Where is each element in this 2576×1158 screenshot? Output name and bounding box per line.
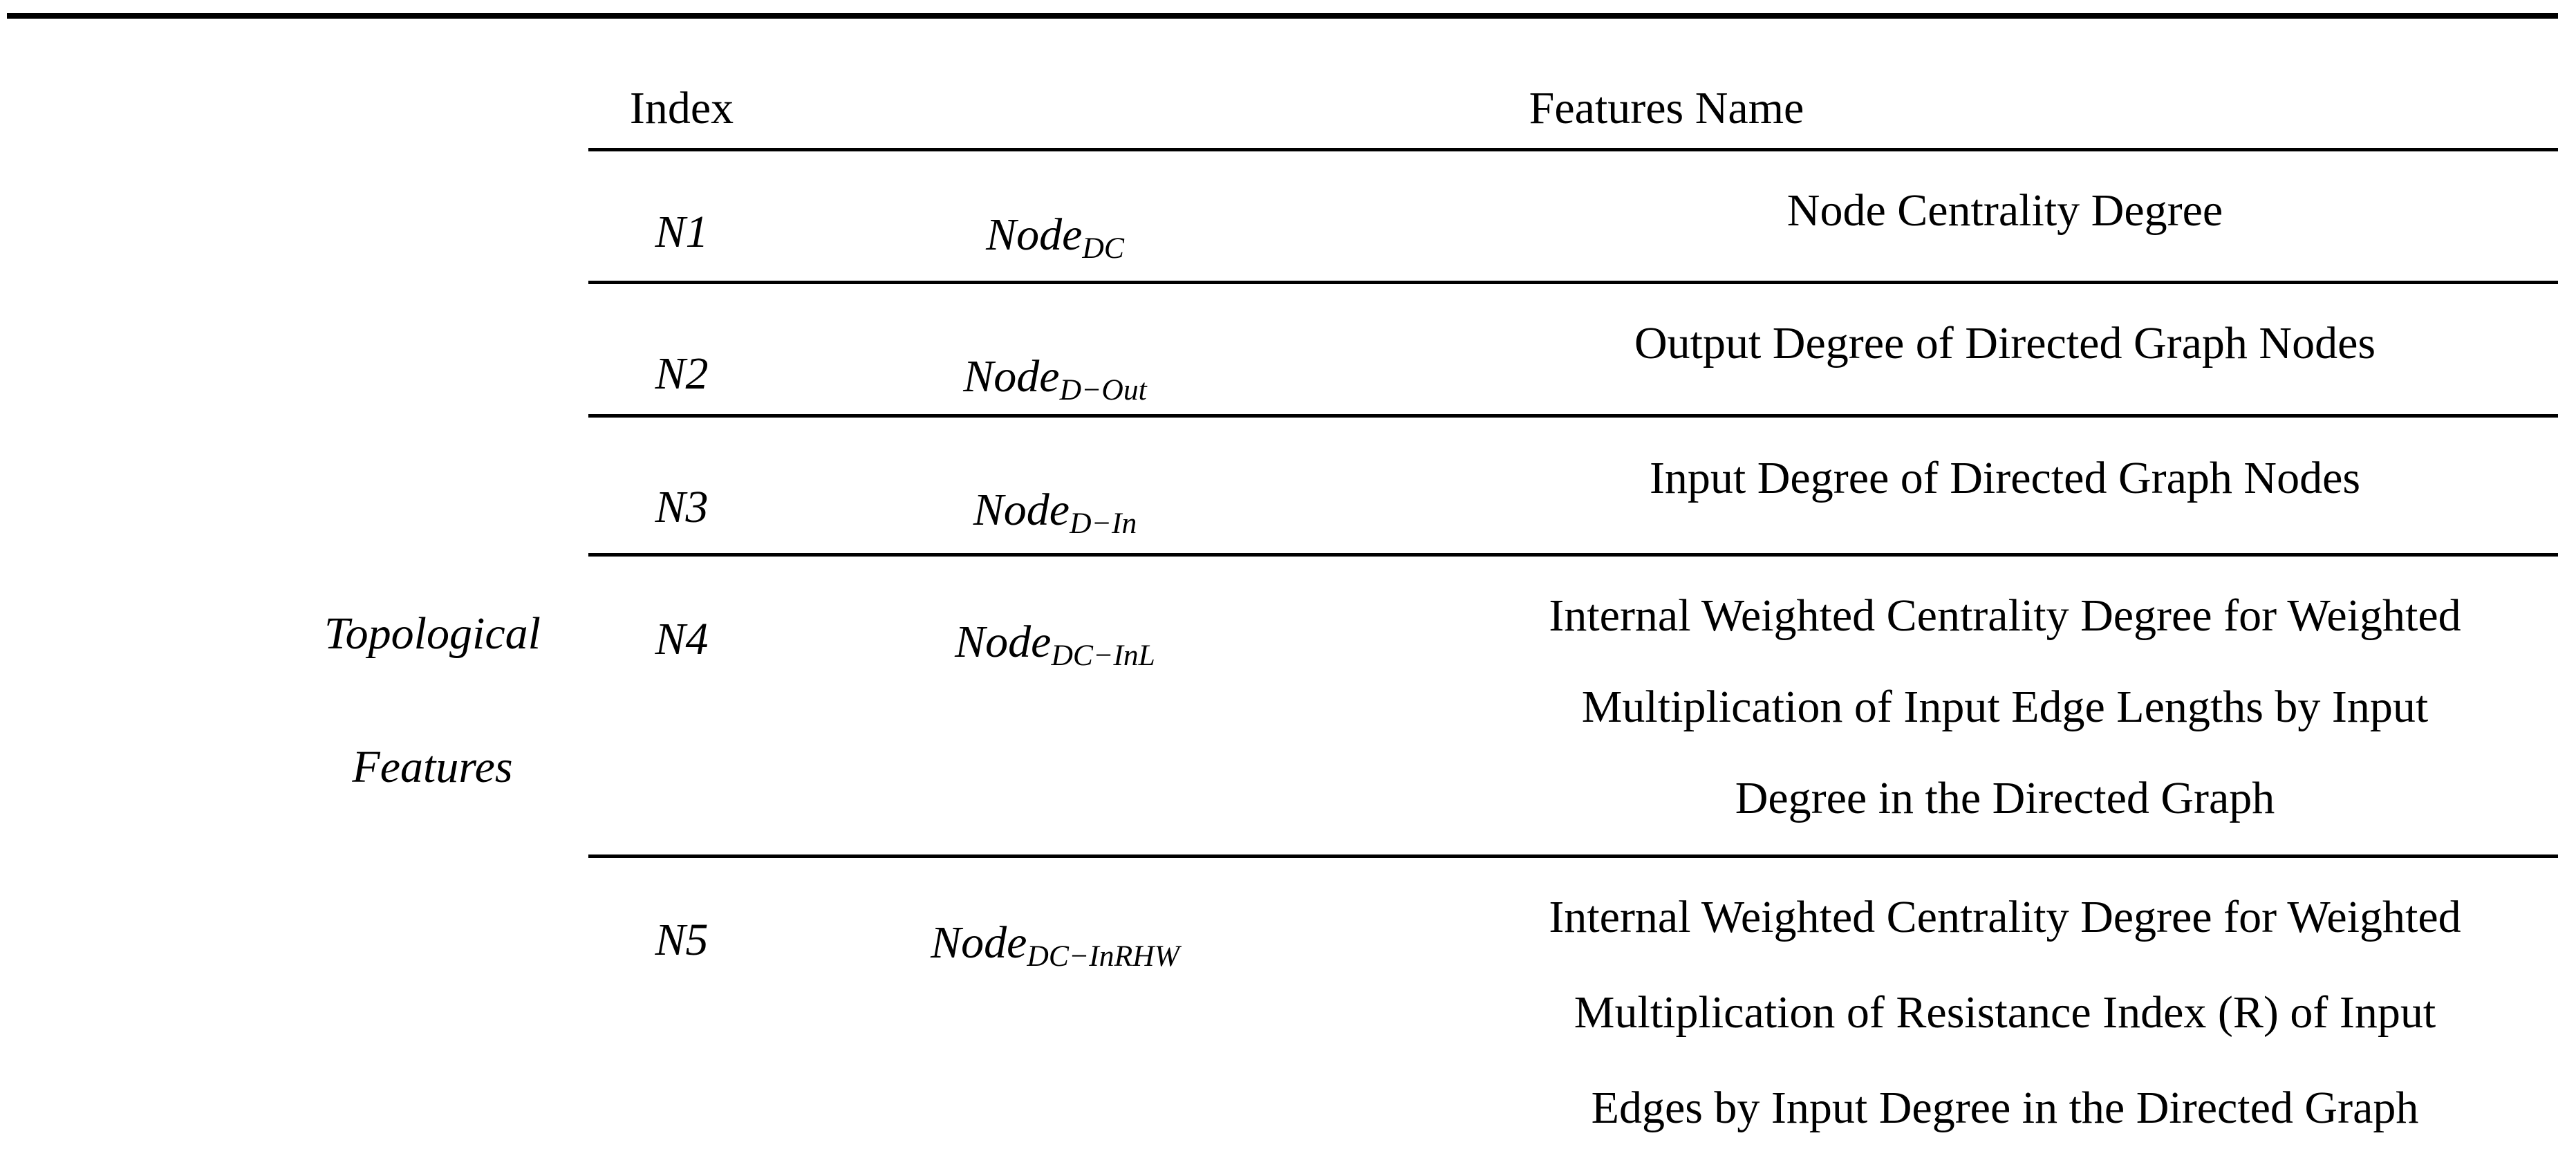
- row-n5-feature-name: [1452, 870, 2558, 1156]
- row-n5-symbol-base: Node: [931, 917, 1027, 968]
- table-top-rule: [7, 13, 2558, 19]
- column-header-features-name: Features Name: [1529, 83, 1804, 133]
- row-n5-feature-name-line-3: Edges by Input Degree in the Directed Graph: [1591, 1083, 2419, 1133]
- column-header-index: Index: [629, 83, 734, 133]
- row-n3-symbol-base: Node: [973, 485, 1070, 535]
- row-n4-index: N4: [655, 614, 709, 664]
- row-n5-symbol: [775, 912, 1335, 987]
- row-n5-index: N5: [655, 915, 709, 965]
- row-n2-symbol-subscript: D−Out: [1059, 373, 1147, 407]
- row-n2-symbol: [775, 346, 1335, 421]
- header-bottom-rule: [588, 148, 2558, 151]
- row-n4-feature-name: [1452, 570, 2558, 844]
- row-n3-index: N3: [655, 482, 709, 532]
- group-label-topological: Topological: [324, 608, 541, 659]
- row-n5-feature-name-line-1: Internal Weighted Centrality Degree for Weighted: [1549, 892, 2461, 942]
- row-n3-symbol-subscript: D−In: [1070, 507, 1137, 541]
- row-n2-index: N2: [655, 348, 709, 399]
- row-n2-feature-name-line: Output Degree of Directed Graph Nodes: [1634, 318, 2376, 368]
- row-n4-feature-name-line-3: Degree in the Directed Graph: [1735, 773, 2275, 823]
- row-n4-feature-name-line-2: Multiplication of Input Edge Lengths by Input: [1581, 682, 2429, 732]
- row-n4-bottom-rule: [588, 855, 2558, 858]
- row-n1-feature-name: [1452, 180, 2558, 242]
- row-n5-feature-name-line-2: Multiplication of Resistance Index (R) of Input: [1574, 987, 2436, 1038]
- row-n5-symbol-subscript: DC−InRHW: [1027, 940, 1179, 973]
- row-n1-feature-name-line: Node Centrality Degree: [1786, 185, 2223, 236]
- row-n4-feature-name-line-1: Internal Weighted Centrality Degree for Weighted: [1549, 590, 2461, 641]
- row-n1-symbol-base: Node: [986, 209, 1083, 260]
- group-label-features: Features: [352, 742, 513, 792]
- row-n4-symbol-subscript: DC−InL: [1051, 639, 1155, 673]
- row-n3-feature-name: [1452, 447, 2558, 510]
- row-n1-symbol: [775, 204, 1335, 279]
- row-n3-symbol: [775, 479, 1335, 554]
- row-n2-symbol-base: Node: [963, 351, 1060, 402]
- row-n1-symbol-subscript: DC: [1082, 232, 1124, 265]
- row-n4-symbol-base: Node: [955, 617, 1052, 667]
- row-n2-feature-name: [1452, 312, 2558, 375]
- row-n1-bottom-rule: [588, 281, 2558, 284]
- row-n1-index: N1: [655, 207, 709, 257]
- row-n4-symbol: [775, 611, 1335, 687]
- row-n3-feature-name-line: Input Degree of Directed Graph Nodes: [1649, 453, 2361, 503]
